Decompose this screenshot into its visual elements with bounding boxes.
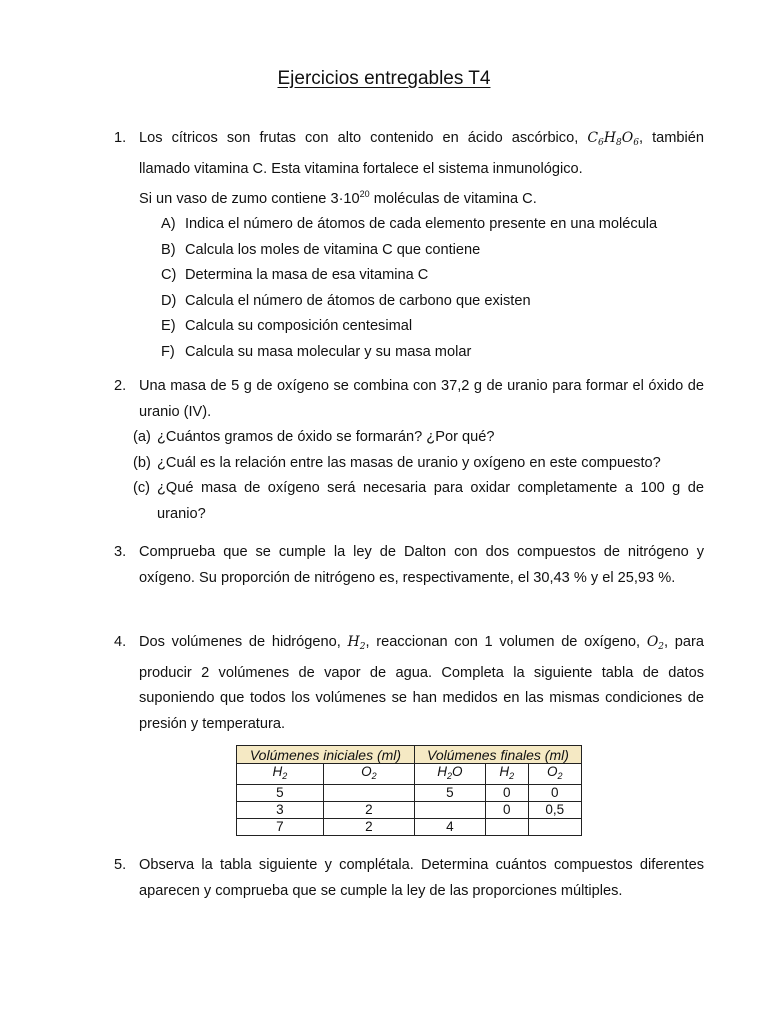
exercise-4-text: Dos volúmenes de hidrógeno, $H_2$, reaccionan con 1 volumen de oxígeno, $O_2$, para producir 2 volúmenes de vapor de agua. Completa la siguiente tabla de datos suponiendo que todos los volúmenes se han medidos en las mismas condiciones de presión y temperatura. bbox=[139, 634, 704, 732]
exercise-5-text: Observa la tabla siguiente y complétala. Determina cuántos compuestos diferentes aparecen y comprueba que se cumple la ley de las proporciones múltiples. bbox=[139, 857, 704, 899]
page-title: Ejercicios entregables T4 bbox=[277, 68, 491, 89]
column-header: $H_2$ bbox=[237, 764, 324, 785]
question-item: D) Calcula el número de átomos de carbono que existen bbox=[161, 292, 531, 309]
table-cell: 2 bbox=[323, 819, 414, 836]
exercise-number: 3. bbox=[114, 544, 127, 560]
formula-o2: $O_2$ bbox=[646, 634, 665, 652]
question-item: C) Determina la masa de esa vitamina C bbox=[161, 267, 429, 284]
question-item: B) Calcula los moles de vitamina C que contiene bbox=[161, 241, 481, 258]
exercise-3-text: Comprueba que se cumple la ley de Dalton con dos compuestos de nitrógeno y oxígeno. Su proporción de nitrógeno es, respectivamente, el 30,43 % y el 25,93 %. bbox=[139, 544, 704, 586]
exercise-number: 4. bbox=[114, 634, 127, 650]
table-cell: 5 bbox=[414, 785, 485, 802]
question-item: (a) ¿Cuántos gramos de óxido se formarán? ¿Por qué? bbox=[133, 429, 495, 445]
exercise-4 bbox=[114, 630, 704, 737]
column-header: $O_2$ bbox=[528, 764, 582, 785]
formula-vitamin-c: $C_6H_8O_6$ bbox=[587, 130, 639, 148]
exercise-number: 1. bbox=[114, 130, 127, 146]
table-row bbox=[237, 785, 582, 802]
table-row bbox=[237, 802, 582, 819]
exercise-2 bbox=[114, 374, 704, 527]
exercise-1-line2: Si un vaso de zumo contiene $3\cdot 10^{20}$ moléculas de vitamina C. bbox=[139, 189, 537, 207]
question-item: A) Indica el número de átomos de cada elemento presente en una molécula bbox=[161, 216, 658, 233]
table-cell bbox=[485, 819, 528, 836]
table-row bbox=[237, 819, 582, 836]
table-cell: 5 bbox=[237, 785, 324, 802]
volumes-table bbox=[236, 745, 582, 836]
table-cell: 7 bbox=[237, 819, 324, 836]
question-item: (b) ¿Cuál es la relación entre las masas de uranio y oxígeno en este compuesto? bbox=[133, 454, 661, 471]
table-cell: 4 bbox=[414, 819, 485, 836]
exercise-1-questions bbox=[139, 212, 704, 365]
table-cell bbox=[323, 785, 414, 802]
exercise-number: 2. bbox=[114, 378, 127, 394]
question-item: E) Calcula su composición centesimal bbox=[161, 318, 413, 335]
table-cell: 0 bbox=[485, 785, 528, 802]
formula-h2: $H_2$ bbox=[347, 634, 366, 652]
table-cell: 0 bbox=[528, 785, 582, 802]
question-item: (c) ¿Qué masa de oxígeno será necesaria para oxidar completamente a 100 g de uranio? bbox=[133, 480, 704, 522]
table-cell: 3 bbox=[237, 802, 324, 819]
column-header: $H_2O$ bbox=[414, 764, 485, 785]
table-cell bbox=[414, 802, 485, 819]
table-cell: 2 bbox=[323, 802, 414, 819]
column-header-row bbox=[237, 764, 582, 785]
group-header-final: Volúmenes finales (ml) bbox=[414, 746, 581, 764]
question-item: F) Calcula su masa molecular y su masa molar bbox=[161, 343, 472, 360]
table-cell: 0,5 bbox=[528, 802, 582, 819]
exercise-1 bbox=[114, 126, 704, 365]
column-header: $O_2$ bbox=[323, 764, 414, 785]
exercise-5 bbox=[114, 853, 704, 904]
group-header-initial: Volúmenes iniciales (ml) bbox=[237, 746, 415, 764]
exercise-2-questions bbox=[133, 425, 704, 527]
exercise-3 bbox=[114, 540, 704, 591]
column-header: $H_2$ bbox=[485, 764, 528, 785]
exercise-number: 5. bbox=[114, 857, 127, 873]
exercise-2-text: Una masa de 5 g de oxígeno se combina con 37,2 g de uranio para formar el óxido de uranio (IV). bbox=[139, 378, 704, 420]
exercise-1-text: Los cítricos son frutas con alto contenido en ácido ascórbico, $C_6H_8O_6$, también llamado vitamina C. Esta vitamina fortalece el sistema inmunológico. bbox=[139, 130, 704, 177]
table-cell: 0 bbox=[485, 802, 528, 819]
table-cell bbox=[528, 819, 582, 836]
